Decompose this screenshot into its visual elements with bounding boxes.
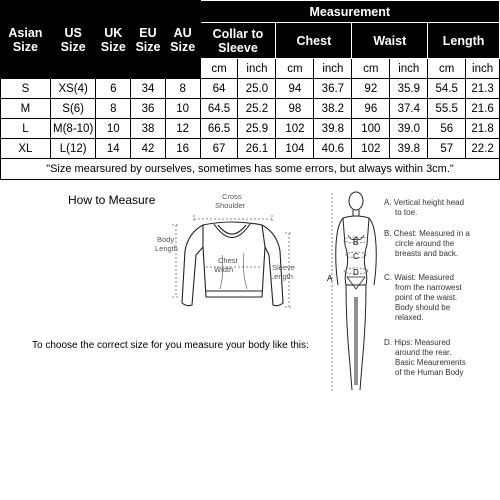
table-cell: 94	[276, 79, 314, 99]
table-cell: XS(4)	[50, 79, 96, 99]
table-cell: 22.2	[466, 139, 500, 159]
cross-shoulder-label: Cross	[222, 192, 242, 201]
table-cell: 8	[96, 99, 131, 119]
table-cell: 54.5	[428, 79, 466, 99]
table-cell: 39.0	[390, 119, 428, 139]
table-cell: 21.8	[466, 119, 500, 139]
table-cell: 92	[352, 79, 390, 99]
unit-cell: cm	[200, 59, 238, 79]
table-cell: 21.6	[466, 99, 500, 119]
letter-c: C	[353, 252, 359, 261]
size-table	[0, 0, 500, 180]
au-size-header: AU Size	[165, 1, 200, 79]
table-row	[1, 119, 500, 139]
unit-cell: inch	[466, 59, 500, 79]
table-row	[1, 139, 500, 159]
cross-shoulder-label: Shoulder	[215, 201, 246, 210]
legend-d: of the Human Body	[395, 368, 464, 377]
legend-c: Body should be	[395, 303, 451, 312]
asian-size-header: Asian Size	[1, 1, 51, 79]
unit-cell: cm	[352, 59, 390, 79]
table-cell: XL	[1, 139, 51, 159]
table-cell: 10	[165, 99, 200, 119]
legend-c: from the narrowest	[395, 283, 462, 292]
table-cell: 14	[96, 139, 131, 159]
table-cell: 6	[96, 79, 131, 99]
length-header: Length	[428, 23, 500, 59]
how-to-measure-title: How to Measure	[68, 193, 156, 207]
table-row	[1, 79, 500, 99]
legend-a: A. Vertical height head	[384, 198, 465, 207]
table-cell: 36.7	[314, 79, 352, 99]
table-cell: 10	[96, 119, 131, 139]
table-cell: M(8-10)	[50, 119, 96, 139]
table-cell: 39.8	[390, 139, 428, 159]
uk-size-header: UK Size	[96, 1, 131, 79]
legend-b: breasts and back.	[395, 249, 459, 258]
table-cell: S	[1, 79, 51, 99]
table-cell: 98	[276, 99, 314, 119]
table-cell: 66.5	[200, 119, 238, 139]
table-cell: 37.4	[390, 99, 428, 119]
eu-size-header: EU Size	[131, 1, 166, 79]
table-cell: 56	[428, 119, 466, 139]
legend-c: point of the waist.	[395, 293, 458, 302]
table-cell: 100	[352, 119, 390, 139]
legend-b: circle around the	[395, 239, 455, 248]
legend-d: Basic Meaurements	[395, 358, 466, 367]
table-cell: 12	[165, 119, 200, 139]
unit-cell: inch	[238, 59, 276, 79]
table-cell: 8	[165, 79, 200, 99]
table-cell: 64.5	[200, 99, 238, 119]
table-cell: L	[1, 119, 51, 139]
legend-c: C. Waist: Measured	[384, 273, 454, 282]
table-cell: 34	[131, 79, 166, 99]
table-cell: 21.3	[466, 79, 500, 99]
table-cell: 25.9	[238, 119, 276, 139]
legend-c: relaxed.	[395, 313, 424, 322]
sleeve-length-label: Length	[270, 272, 293, 281]
us-size-header: US Size	[50, 1, 96, 79]
table-cell: 102	[276, 119, 314, 139]
choose-size-instruction: To choose the correct size for you measure your body like this:	[32, 340, 309, 351]
table-cell: 25.2	[238, 99, 276, 119]
table-cell: M	[1, 99, 51, 119]
body-length-label: Length	[155, 244, 178, 253]
chest-header: Chest	[276, 23, 352, 59]
sleeve-length-label: Sleeve	[272, 263, 295, 272]
table-cell: 64	[200, 79, 238, 99]
table-cell: 55.5	[428, 99, 466, 119]
measurement-header: Measurement	[200, 1, 499, 23]
waist-header: Waist	[352, 23, 428, 59]
body-figure	[336, 192, 377, 390]
table-cell: 102	[352, 139, 390, 159]
chest-width-label: Chest	[218, 256, 238, 265]
collar-to-sleeve-header: Collar to Sleeve	[200, 23, 276, 59]
table-cell: 38	[131, 119, 166, 139]
table-cell: S(6)	[50, 99, 96, 119]
size-chart	[0, 0, 500, 183]
table-cell: 67	[200, 139, 238, 159]
measurement-diagram	[0, 185, 500, 485]
legend-d: around the rear.	[395, 348, 452, 357]
table-cell: 39.8	[314, 119, 352, 139]
letter-b: B	[353, 238, 359, 247]
table-cell: 104	[276, 139, 314, 159]
table-cell: 40.6	[314, 139, 352, 159]
letter-d: D	[353, 268, 359, 277]
table-cell: 57	[428, 139, 466, 159]
unit-cell: cm	[428, 59, 466, 79]
table-cell: 96	[352, 99, 390, 119]
table-cell: 16	[165, 139, 200, 159]
table-cell: 38.2	[314, 99, 352, 119]
body-measure-legend	[384, 198, 470, 377]
table-cell: 35.9	[390, 79, 428, 99]
body-length-label: Body	[157, 235, 175, 244]
table-row	[1, 99, 500, 119]
letter-a: A	[327, 274, 333, 283]
table-cell: 26.1	[238, 139, 276, 159]
chest-width-label: Width	[214, 265, 234, 274]
unit-cell: inch	[390, 59, 428, 79]
measurement-note: "Size mearsured by ourselves, sometimes has some errors, but always within 3cm."	[1, 159, 500, 180]
table-cell: 25.0	[238, 79, 276, 99]
table-cell: L(12)	[50, 139, 96, 159]
legend-d: D. Hips: Measured	[384, 338, 451, 347]
legend-b: B. Chest: Measured in a	[384, 229, 470, 238]
unit-cell: inch	[314, 59, 352, 79]
table-cell: 42	[131, 139, 166, 159]
unit-cell: cm	[276, 59, 314, 79]
table-cell: 36	[131, 99, 166, 119]
legend-a: to toe.	[395, 208, 418, 217]
